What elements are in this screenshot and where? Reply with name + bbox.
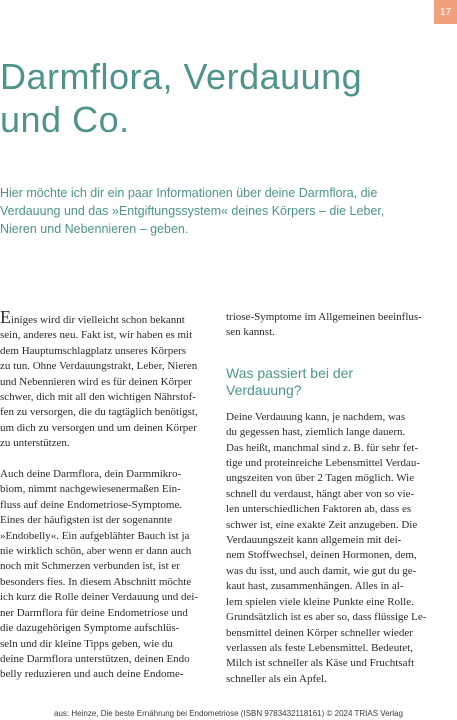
text-line: um dich zu versorgen und um deinen Körper <box>0 421 197 434</box>
section-heading-line: Was passiert bei der <box>226 364 354 381</box>
text-line: Einiges wird dir vielleicht schon bekannt <box>0 307 185 327</box>
source-footer: aus: Heinze, Die beste Ernährung bei Endometriose (ISBN 9783432118161) © 2024 TRIAS Verlag <box>54 709 403 718</box>
text-line: besonders fies. In diesem Abschnitt möchte <box>0 575 192 588</box>
text-line: noch mit Schmerzen verbunden ist, ist er <box>0 560 180 573</box>
intro-line: Nieren und Nebennieren – geben. <box>0 222 189 236</box>
page-number: 17 <box>439 6 452 18</box>
paragraph <box>0 307 206 452</box>
text-line: biom, nimmt nachgewiesenermaßen Ein- <box>0 483 181 496</box>
paragraph <box>226 410 440 687</box>
text-line: bensmittel deinen Körper schneller wieder <box>226 626 413 639</box>
chapter-title-line: Darmflora, Verdauung <box>0 56 363 97</box>
right-column <box>226 310 440 687</box>
text-line: schwer ist, eine exakte Zeit anzugeben. Die <box>226 518 418 531</box>
text-line: und Nebennieren wird es für deinen Körper <box>0 375 192 388</box>
text-line: Verdauungszeit kann allgemein mit dei- <box>226 534 402 547</box>
text-line: Das heißt, manchmal sind z. B. für sehr fet- <box>226 441 419 454</box>
text-line: zu tun. Ohne Verdauungstrakt, Leber, Nieren <box>0 360 198 373</box>
intro-line: Verdauung und das »Entgiftungssystem« deines Körpers – die Leber, <box>0 204 385 218</box>
text-line: len unterschiedlichen Faktoren ab, dass es <box>226 503 412 516</box>
paragraph <box>226 310 440 341</box>
text-line: du gegessen hast, ziemlich lange dauern. <box>226 426 406 439</box>
text-line: dem Hauptumschlagplatz unseres Körpers <box>0 344 187 357</box>
text-line: schnell du verdaust, hängt aber von so vie- <box>226 487 415 500</box>
text-line: kaut hast, zusammenhängen. Alles in al- <box>226 580 404 593</box>
text-line: schneller als ein Apfel. <box>226 672 327 685</box>
text-line: belly reduzieren und auch deine Endome- <box>0 668 184 681</box>
text-line: deine Darmflora unterstützen, deinen Endo <box>0 652 190 665</box>
text-line: nem Stoffwechsel, deinen Hormonen, dem, <box>226 549 417 562</box>
text-line: Auch deine Darmflora, dein Darmmikro- <box>0 468 182 481</box>
text-line: seln und dir kleine Tipps geben, wie du <box>0 637 173 650</box>
text-line: zu unterstützen. <box>0 437 70 450</box>
paragraph <box>0 467 206 683</box>
text-line: Milch ist schneller als Käse und Fruchtsaft <box>226 657 415 670</box>
text-line: ungszeiten von über 2 Tagen möglich. Wie <box>226 472 415 485</box>
dropcap-letter: E <box>0 307 11 327</box>
section-heading-line: Verdauung? <box>226 381 302 398</box>
left-column <box>0 307 206 683</box>
text-line: sein, anderes neu. Fakt ist, wir haben es mit <box>0 329 193 342</box>
page-number-badge <box>434 0 457 24</box>
text-line: fen zu versorgen, die du tagtäglich benötigst, <box>0 406 198 419</box>
text-line: »Endobelly«. Ein aufgeblähter Bauch ist ja <box>0 529 190 542</box>
text-line: schwer, dich mit all den wichtigen Nährstof- <box>0 391 196 404</box>
text-line: fluss auf deine Endometriose-Symptome. <box>0 498 183 511</box>
intro-text <box>0 184 445 238</box>
text-line: ich kurz die Rolle deiner Verdauung und dei- <box>0 591 199 604</box>
text-line: sen kannst. <box>226 326 275 339</box>
text-line: Deine Verdauung kann, je nachdem, was <box>226 410 406 423</box>
text-line: die dazugehörigen Symptome aufschlüs- <box>0 622 180 635</box>
text-line: triose-Symptome im Allgemeinen beeinflus- <box>226 311 422 323</box>
text-line: lem spielen viele kleine Punkte eine Rolle. <box>226 595 414 608</box>
text-line: verlassen als feste Lebensmittel. Bedeutet, <box>226 641 413 654</box>
chapter-title-line: und Co. <box>0 99 130 140</box>
text-line: Eines der häufigsten ist der sogenannte <box>0 514 172 527</box>
intro-line: Hier möchte ich dir ein paar Informationen über deine Darmflora, die <box>0 186 378 200</box>
chapter-title <box>0 55 440 141</box>
text-line: Grundsätzlich ist es aber so, dass flüssige Le- <box>226 611 427 624</box>
section-heading <box>226 365 440 399</box>
text-line: tige und proteinreiche Lebensmittel Verdau- <box>226 457 421 470</box>
text-line: nie wirklich schön, aber wenn er dann auch <box>0 545 192 558</box>
text-line: ner Darmflora für deine Endometriose und <box>0 606 188 619</box>
text-line: was du isst, und auch damit, wie gut du ge- <box>226 564 417 577</box>
